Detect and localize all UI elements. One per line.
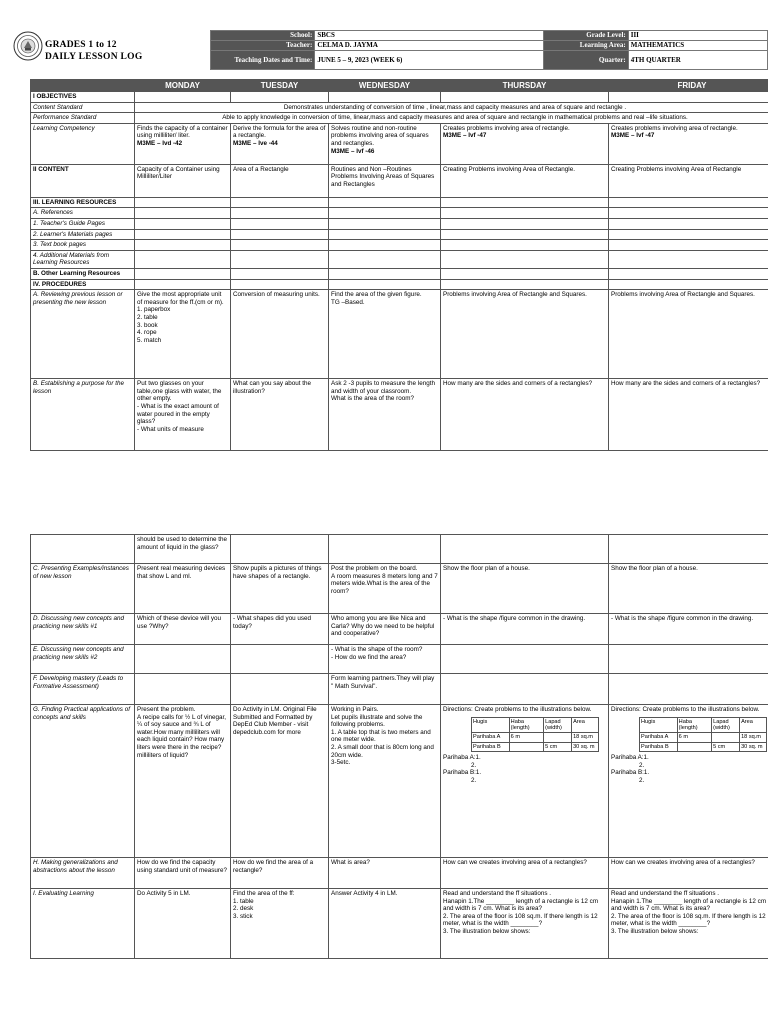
learning-competency-label: Learning Competency <box>31 123 135 164</box>
proc-a-monday: Give the most appropriate unit of measure for the ff.(cm or m). 1. paperbox 2. table 3. book 4. rope 5. match <box>135 290 231 379</box>
content-wednesday: Routines and Non –Routines Problems Involving Areas of Squares and Rectangles <box>329 164 441 197</box>
table-row <box>31 164 768 197</box>
proc-i-tuesday: Find the area of the ff: 1. table 2. desk 3. stick <box>231 889 329 959</box>
table-row <box>31 564 768 614</box>
table-row <box>31 535 768 564</box>
other-resources-label: B. Other Learning Resources <box>31 268 135 279</box>
content-standard-text: Demonstrates understanding of conversion of time , linear,mass and capacity measures and area of square and rectangle . <box>135 102 768 113</box>
table-row <box>31 379 768 451</box>
competency-tuesday: Derive the formula for the area of a rectangle. M3ME – Ive -44 <box>231 123 329 164</box>
proc-d-thursday: - What is the shape /figure common in the drawing. <box>441 614 609 645</box>
proc-c-monday: Present real measuring devices that show L and ml. <box>135 564 231 614</box>
proc-g-label: G. Finding Practical applications of concepts and skills <box>31 705 135 858</box>
dll-title: DAILY LESSON LOG <box>45 52 143 62</box>
day-header-wednesday: WEDNESDAY <box>329 80 441 92</box>
header-info-table <box>210 30 768 70</box>
proc-a-wednesday: Find the area of the given figure. TG –Based. <box>329 290 441 379</box>
learners-materials-label: 2. Learner's Materials pages <box>31 229 135 240</box>
table-row <box>31 113 768 124</box>
proc-c-label: C. Presenting Examples/instances of new lesson <box>31 564 135 614</box>
proc-h-friday: How can we creates involving area of a rectangles? <box>609 858 768 889</box>
proc-i-friday: Read and understand the ff situations . Hanapin 1.The ________ length of a rectangle is 12 cm and width is 7 cm. What is its area? 2. The area of the floor is 108 sq.m. If there length is 12 meter, what is the width ________? 3. The illustration below shows: <box>609 889 768 959</box>
learning-resources-label: III. LEARNING RESOURCES <box>31 197 135 208</box>
rectangle-activity-table: Hugis Haba (length) Lapad (width) Area Parihaba A 6 m 18 sq.m Parihaba B 5 cm 30 sq. m <box>639 717 767 753</box>
proc-g-tuesday: Do Activity in LM. Original File Submitted and Formatted by DepEd Club Member - visit depedclub.com for more <box>231 705 329 858</box>
procedures-label: IV. PROCEDURES <box>31 279 135 290</box>
competency-friday: Creates problems involving area of rectangle. M3ME – Ivf -47 <box>609 123 768 164</box>
teaching-dates-label: Teaching Dates and Time: <box>211 51 315 70</box>
teachers-guide-label: 1. Teacher's Guide Pages <box>31 218 135 229</box>
textbook-pages-label: 3. Text book pages <box>31 240 135 251</box>
proc-i-thursday: Read and understand the ff situations . Hanapin 1.The ________ length of a rectangle is 12 cm and width is 7 cm. What is its area? 2. The area of the floor is 108 sq.m. If there length is 12 meter, what is the width ________? 3. The illustration below shows: <box>441 889 609 959</box>
proc-d-monday: Which of these device will you use ?Why? <box>135 614 231 645</box>
table-row <box>31 290 768 379</box>
table-row <box>31 614 768 645</box>
table-row <box>31 250 768 268</box>
proc-a-label: A. Reviewing previous lesson or presenting the new lesson <box>31 290 135 379</box>
proc-c-wednesday: Post the problem on the board. A room measures 8 meters long and 7 meters wide.What is the area of the room? <box>329 564 441 614</box>
teacher-label: Teacher: <box>211 41 315 51</box>
day-header-blank <box>31 80 135 92</box>
grade-level-value: III <box>628 31 767 41</box>
table-row <box>31 645 768 674</box>
proc-a-tuesday: Conversion of measuring units. <box>231 290 329 379</box>
content-standard-label: Content Standard <box>31 102 135 113</box>
table-row <box>31 92 768 103</box>
table-row <box>31 240 768 251</box>
day-header-friday: FRIDAY <box>609 80 768 92</box>
day-header-row <box>31 80 768 92</box>
table-row <box>31 674 768 705</box>
proc-i-monday: Do Activity 5 in LM. <box>135 889 231 959</box>
table-row <box>31 268 768 279</box>
additional-materials-label: 4. Additional Materials from Learning Resources <box>31 250 135 268</box>
daily-lesson-log-table <box>30 79 768 451</box>
school-value: SBCS <box>315 31 544 41</box>
competency-monday: Finds the capacity of a container using milliliter/ liter. M3ME – Ivd -42 <box>135 123 231 164</box>
competency-wednesday: Solves routine and non-routine problems involving area of squares and rectangles. M3ME – Ivf -46 <box>329 123 441 164</box>
content-friday: Creating Problems involving Area of Rectangle <box>609 164 768 197</box>
table-row <box>31 279 768 290</box>
content-label: II CONTENT <box>31 164 135 197</box>
table-row <box>31 197 768 208</box>
proc-b-friday: How many are the sides and corners of a rectangles? <box>609 379 768 451</box>
proc-f-label: F. Developing mastery (Leads to Formative Assessment) <box>31 674 135 705</box>
daily-lesson-log-table-continued <box>30 534 768 959</box>
table-row <box>31 889 768 959</box>
proc-c-thursday: Show the floor plan of a house. <box>441 564 609 614</box>
teaching-dates-value: JUNE 5 – 9, 2023 (WEEK 6) <box>315 51 544 70</box>
proc-d-tuesday: - What shapes did you used today? <box>231 614 329 645</box>
day-header-monday: MONDAY <box>135 80 231 92</box>
proc-h-label: H. Making generalizations and abstractions about the lesson <box>31 858 135 889</box>
proc-e-wednesday: - What is the shape of the room? - How do we find the area? <box>329 645 441 674</box>
table-row <box>31 218 768 229</box>
proc-b-tuesday: What can you say about the illustration? <box>231 379 329 451</box>
proc-c-tuesday: Show pupils a pictures of things have shapes of a rectangle. <box>231 564 329 614</box>
objectives-label: I OBJECTIVES <box>31 92 135 103</box>
school-label: School: <box>211 31 315 41</box>
proc-d-friday: - What is the shape /figure common in the drawing. <box>609 614 768 645</box>
proc-b-wednesday: Ask 2 -3 pupils to measure the length and width of your classroom. What is the area of the room? <box>329 379 441 451</box>
proc-f-wednesday: Form learning partners.They will play " Math Survival". <box>329 674 441 705</box>
performance-standard-label: Performance Standard <box>31 113 135 124</box>
proc-i-label: I. Evaluating Learning <box>31 889 135 959</box>
proc-h-wednesday: What is area? <box>329 858 441 889</box>
content-thursday: Creating Problems involving Area of Rectangle. <box>441 164 609 197</box>
competency-thursday: Creates problems involving area of rectangle. M3ME – Ivf -47 <box>441 123 609 164</box>
proc-g-wednesday: Working in Pairs. Let pupils illustrate and solve the following problems. 1. A table top that is two meters and one meter wide. 2. A small door that is 80cm long and 20cm wide. 3-5etc. <box>329 705 441 858</box>
proc-h-monday: How do we find the capacity using standard unit of measure? <box>135 858 231 889</box>
content-tuesday: Area of a Rectangle <box>231 164 329 197</box>
proc-h-tuesday: How do we find the area of a rectangle? <box>231 858 329 889</box>
references-label: A. References <box>31 208 135 219</box>
proc-c-friday: Show the floor plan of a house. <box>609 564 768 614</box>
proc-b-monday-continued: should be used to determine the amount of liquid in the glass? <box>135 535 231 564</box>
proc-i-wednesday: Answer Activity 4 in LM. <box>329 889 441 959</box>
grade-level-label: Grade Level: <box>544 31 629 41</box>
table-row <box>31 208 768 219</box>
table-row <box>31 123 768 164</box>
rectangle-activity-table: Hugis Haba (length) Lapad (width) Area Parihaba A 6 m 18 sq.m Parihaba B 5 cm 30 sq. m <box>471 717 599 753</box>
learning-area-value: MATHEMATICS <box>628 41 767 51</box>
proc-d-label: D. Discussing new concepts and practicing new skills #1 <box>31 614 135 645</box>
proc-e-label: E. Discussing new concepts and practicing new skills #2 <box>31 645 135 674</box>
proc-b-label: B. Establishing a purpose for the lesson <box>31 379 135 451</box>
table-row <box>31 102 768 113</box>
day-header-thursday: THURSDAY <box>441 80 609 92</box>
grades-title: GRADES 1 to 12 <box>45 40 117 50</box>
quarter-label: Quarter: <box>544 51 629 70</box>
proc-g-monday: Present the problem. A recipe calls for ½ L of vinegar, ¼ of soy sauce and ¾ L of water.How many milliliters will each liquid contain? How many liters were there in the recipe?milliliters of liquid? <box>135 705 231 858</box>
proc-h-thursday: How can we creates involving area of a rectangles? <box>441 858 609 889</box>
learning-area-label: Learning Area: <box>544 41 629 51</box>
deped-seal-logo <box>13 31 43 61</box>
table-row <box>31 229 768 240</box>
teacher-value: CELMA D. JAYMA <box>315 41 544 51</box>
proc-g-thursday: Directions: Create problems to the illustrations below. Hugis Haba (length) Lapad (width) Area Parihaba A 6 m 18 sq.m Parihaba B 5 cm 30 sq. m Parihaba A:1. 2. Parihaba B:1. 2. <box>441 705 609 858</box>
proc-g-friday: Directions: Create problems to the illustrations below. Hugis Haba (length) Lapad (width) Area Parihaba A 6 m 18 sq.m Parihaba B 5 cm 30 sq. m Parihaba A:1. 2. Parihaba B:1. 2. <box>609 705 768 858</box>
day-header-tuesday: TUESDAY <box>231 80 329 92</box>
table-row <box>31 705 768 858</box>
proc-d-wednesday: Who among you are like Nica and Carla? Why do we need to be helpful and cooperative? <box>329 614 441 645</box>
proc-a-thursday: Problems involving Area of Rectangle and Squares. <box>441 290 609 379</box>
content-monday: Capacity of a Container using Milliliter/Liter <box>135 164 231 197</box>
proc-b-thursday: How many are the sides and corners of a rectangles? <box>441 379 609 451</box>
proc-b-monday: Put two glasses on your table,one glass with water, the other empty. - What is the exact amount of water poured in the empty glass? - What units of measure <box>135 379 231 451</box>
quarter-value: 4TH QUARTER <box>628 51 767 70</box>
performance-standard-text: Able to apply knowledge in conversion of time, linear,mass and capacity measures and area of square and rectangle in mathematical problems and real –life situations. <box>135 113 768 124</box>
proc-a-friday: Problems involving Area of Rectangle and Squares. <box>609 290 768 379</box>
table-row <box>31 858 768 889</box>
